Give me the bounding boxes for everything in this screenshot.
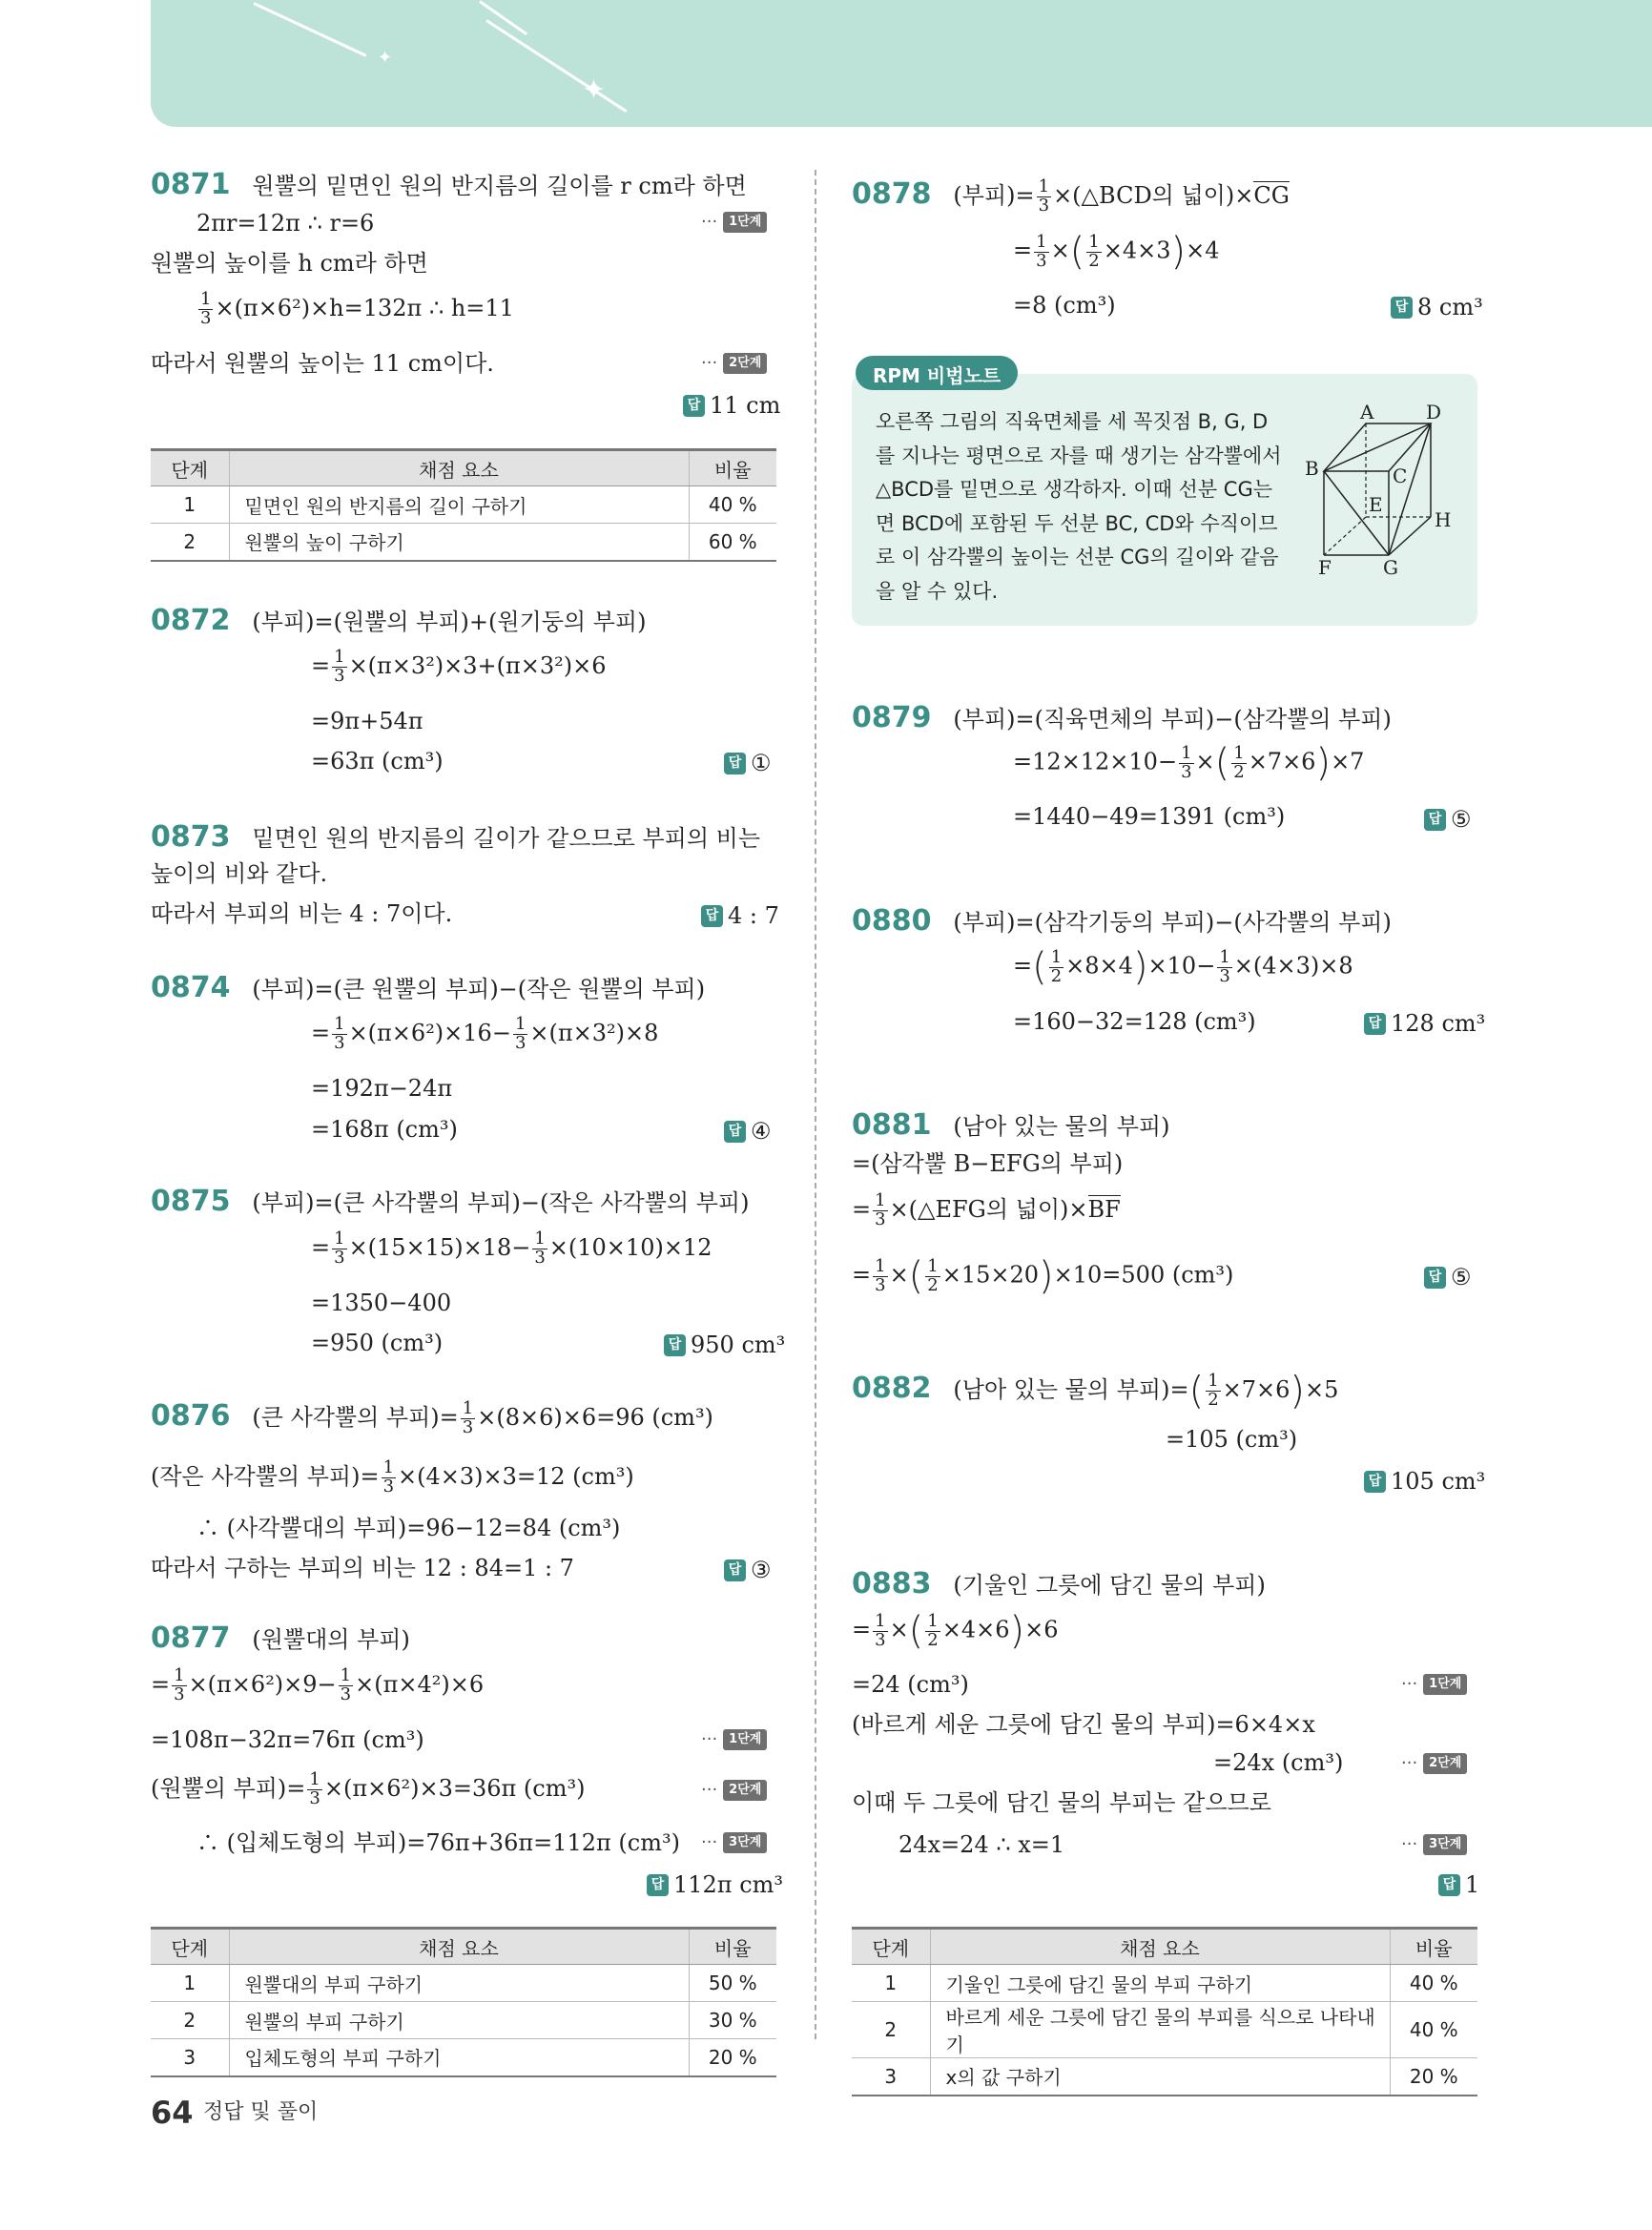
equation-line: (작은 사각뿔의 부피)= $\frac{1}{3}$ ×(4×3)×3=12 (cm³) (151, 1457, 634, 1497)
problem-number: 0871 (151, 168, 231, 201)
decor-streak (485, 19, 627, 113)
rpm-note-tag: RPM 비법노트 (856, 356, 1018, 390)
line: 따라서 구하는 부피의 비는 12 : 84=1 : 7 (151, 1555, 574, 1581)
line: =9π+54π (311, 708, 423, 734)
problem-0880-header: 0880 (부피)=(삼각기둥의 부피)−(사각뿔의 부피) (852, 904, 1392, 938)
step-marker: ··· 2단계 (1401, 1753, 1467, 1774)
line: =105 (cm³) (1166, 1426, 1298, 1453)
scoring-table-2: 단계 채점 요소 비율 1 원뿔대의 부피 구하기 50 % 2 원뿔의 부피 구하기 30 % 3 입체도형의 부피 구하기 20 % (151, 1927, 776, 2077)
answer: 답 11 cm (683, 392, 780, 420)
sparkle-icon: ✦ (378, 48, 393, 68)
line: =160−32=128 (cm³) (1013, 1008, 1256, 1035)
line: =1440−49=1391 (cm³) (1013, 803, 1286, 830)
vertex-label: B (1305, 457, 1319, 480)
equation-line: =12×12×10− $\frac{1}{3}$ ×( $\frac{1}{2}$ ×7×6)×7 (1013, 741, 1365, 785)
scoring-table-3: 단계 채점 요소 비율 1 기울인 그릇에 담긴 물의 부피 구하기 40 % 2 바르게 세운 그릇에 담긴 물의 부피를 식으로 나타내기 40 % 3 x의 값 구하기 20 % (852, 1927, 1477, 2096)
table-row: 3 x의 값 구하기 20 % (852, 2058, 1477, 2096)
line: 높이의 비와 같다. (151, 860, 328, 887)
line: 이때 두 그릇에 담긴 물의 부피는 같으므로 (852, 1789, 1271, 1816)
answer: 답 112π cm³ (647, 1871, 783, 1899)
answer: 답 4 : 7 (701, 902, 779, 930)
problem-0872-header: 0872 (부피)=(원뿔의 부피)+(원기둥의 부피) (151, 604, 647, 637)
equation-line: = $\frac{1}{3}$ ×(π×6²)×9− $\frac{1}{3}$ ×(π×4²)×6 (151, 1665, 485, 1704)
scoring-table-1: 단계 채점 요소 비율 1 밑면인 원의 반지름의 길이 구하기 40 % 2 원뿔의 높이 구하기 60 % (151, 448, 776, 562)
equation-line: =( $\frac{1}{2}$ ×8×4)×10− $\frac{1}{3}$ ×(4×3)×8 (1013, 945, 1353, 989)
answer: 답 ③ (724, 1557, 772, 1584)
problem-0876-header: 0876 (큰 사각뿔의 부피)= $\frac{1}{3}$ ×(8×6)×6=96 (cm³) (151, 1398, 713, 1437)
column-divider (815, 170, 816, 2039)
line: =108π−32π=76π (cm³) (151, 1726, 424, 1753)
table-row: 1 밑면인 원의 반지름의 길이 구하기 40 % (151, 486, 776, 524)
equation-line: = $\frac{1}{3}$ ×(15×15)×18− $\frac{1}{3}$ ×(10×10)×12 (311, 1229, 712, 1268)
answer: 답 ① (724, 750, 772, 777)
line: =168π (cm³) (311, 1116, 458, 1143)
answer: 답 1 (1438, 1871, 1479, 1899)
line: =(삼각뿔 B−EFG의 부피) (852, 1150, 1124, 1177)
header-banner (151, 0, 1652, 127)
answer: 답 ④ (724, 1118, 772, 1146)
line: 24x=24 ∴ x=1 (898, 1831, 1065, 1858)
line: =63π (cm³) (311, 748, 444, 774)
sparkle-icon: ✦ (582, 73, 607, 107)
rpm-note-text: 오른쪽 그림의 직육면체를 세 꼭짓점 B, G, D를 지나는 평면으로 자를 때 생기는 삼각뿔에서 △BCD를 밑면으로 생각하자. 이때 선분 CG는 면 BCD에 포함된 두 선분 BC, CD와 수직이므로 이 삼각뿔의 높이는 선분 CG의 길이와 같음을 알 수 있다. (876, 410, 1282, 603)
problem-0874-header: 0874 (부피)=(큰 원뿔의 부피)−(작은 원뿔의 부피) (151, 971, 706, 1004)
table-row: 2 원뿔의 부피 구하기 30 % (151, 2002, 776, 2039)
equation-line: $\frac{1}{3}$ ×(π×6²)×h=132π ∴ h=11 (200, 289, 514, 328)
equation-line: = $\frac{1}{3}$ ×(△EFG의 넓이)×BF (852, 1190, 1121, 1229)
step-marker: ··· 1단계 (701, 212, 767, 233)
step-marker: ··· 3단계 (701, 1832, 767, 1853)
answer: 답 ⑤ (1424, 806, 1472, 834)
line: 2πr=12π ∴ r=6 (196, 210, 375, 237)
equation-line: = $\frac{1}{3}$ ×(π×6²)×16− $\frac{1}{3}$ ×(π×3²)×8 (311, 1014, 659, 1053)
problem-0881-header: 0881 (남아 있는 물의 부피) (852, 1108, 1170, 1142)
vertex-label: E (1369, 493, 1383, 516)
step-marker: ··· 1단계 (1401, 1674, 1467, 1695)
line: =192π−24π (311, 1075, 453, 1102)
answer: 답 105 cm³ (1364, 1468, 1485, 1496)
table-row: 1 원뿔대의 부피 구하기 50 % (151, 1965, 776, 2002)
table-row: 2 원뿔의 높이 구하기 60 % (151, 524, 776, 561)
table-row: 2 바르게 세운 그릇에 담긴 물의 부피를 식으로 나타내기 40 % (852, 2002, 1477, 2058)
problem-0883-header: 0883 (기울인 그릇에 담긴 물의 부피) (852, 1567, 1266, 1600)
vertex-label: G (1383, 556, 1398, 579)
vertex-label: A (1360, 404, 1374, 423)
line: =24x (cm³) (1213, 1749, 1344, 1776)
equation-line: = $\frac{1}{3}$ ×(π×3²)×3+(π×3²)×6 (311, 647, 607, 686)
equation-line: = $\frac{1}{3}$ ×( $\frac{1}{2}$ ×4×3)×4 (1013, 230, 1220, 274)
fraction: $\frac{1}{3}$ (200, 289, 212, 328)
table-row: 1 기울인 그릇에 담긴 물의 부피 구하기 40 % (852, 1965, 1477, 2002)
line: 원뿔의 밑면인 원의 반지름의 길이를 r cm라 하면 (252, 173, 747, 199)
problem-0879-header: 0879 (부피)=(직육면체의 부피)−(삼각뿔의 부피) (852, 701, 1392, 734)
answer: 답 ⑤ (1424, 1264, 1472, 1291)
line: ∴ (입체도형의 부피)=76π+36π=112π (cm³) (196, 1829, 680, 1856)
answer: 답 950 cm³ (664, 1332, 785, 1359)
line: ∴ (사각뿔대의 부피)=96−12=84 (cm³) (196, 1515, 621, 1541)
problem-0871-header (151, 168, 747, 202)
answer-icon: 답 (683, 395, 705, 417)
vertex-label: H (1435, 508, 1452, 531)
vertex-label: F (1318, 556, 1332, 579)
problem-0878-header: 0878 (부피)= $\frac{1}{3}$ ×(△BCD의 넓이)×CG (852, 176, 1290, 216)
problem-0877-header: 0877 (원뿔대의 부피) (151, 1621, 410, 1655)
equation-line: = $\frac{1}{3}$ ×( $\frac{1}{2}$ ×4×6)×6 (852, 1609, 1059, 1653)
line: =24 (cm³) (852, 1671, 969, 1698)
table-row: 3 입체도형의 부피 구하기 20 % (151, 2039, 776, 2076)
step-marker: ··· 2단계 (701, 353, 767, 374)
line: =950 (cm³) (311, 1330, 444, 1356)
line: =8 (cm³) (1013, 292, 1116, 319)
equation-line: = $\frac{1}{3}$ ×( $\frac{1}{2}$ ×15×20)×10=500 (cm³) (852, 1254, 1234, 1298)
step-marker: ··· 1단계 (701, 1729, 767, 1750)
page-section-label: 정답 및 풀이 (203, 2100, 319, 2124)
vertex-label: C (1393, 465, 1408, 487)
problem-0873-header: 0873 밑면인 원의 반지름의 길이가 같으므로 부피의 비는 (151, 820, 761, 854)
answer: 답 128 cm³ (1364, 1010, 1485, 1038)
line: (바르게 세운 그릇에 담긴 물의 부피)=6×4×x (852, 1711, 1315, 1738)
cuboid-diagram (1297, 404, 1469, 586)
equation-line: (원뿔의 부피)= $\frac{1}{3}$ ×(π×6²)×3=36π (cm³) (151, 1769, 586, 1808)
line: 원뿔의 높이를 h cm라 하면 (151, 250, 428, 277)
line: 따라서 원뿔의 높이는 11 cm이다. (151, 350, 494, 377)
step-marker: ··· 2단계 (701, 1780, 767, 1801)
page-number: 64 (151, 2095, 194, 2131)
problem-0882-header: 0882 (남아 있는 물의 부피)=( $\frac{1}{2}$ ×7×6)×5 (852, 1369, 1339, 1414)
vertex-label: D (1426, 404, 1442, 423)
line: =1350−400 (311, 1290, 452, 1316)
problem-0875-header: 0875 (부피)=(큰 사각뿔의 부피)−(작은 사각뿔의 부피) (151, 1185, 750, 1218)
line: 따라서 부피의 비는 4 : 7이다. (151, 900, 453, 927)
decor-streak (253, 2, 366, 57)
step-marker: ··· 3단계 (1401, 1834, 1467, 1855)
answer: 답 8 cm³ (1391, 294, 1483, 321)
